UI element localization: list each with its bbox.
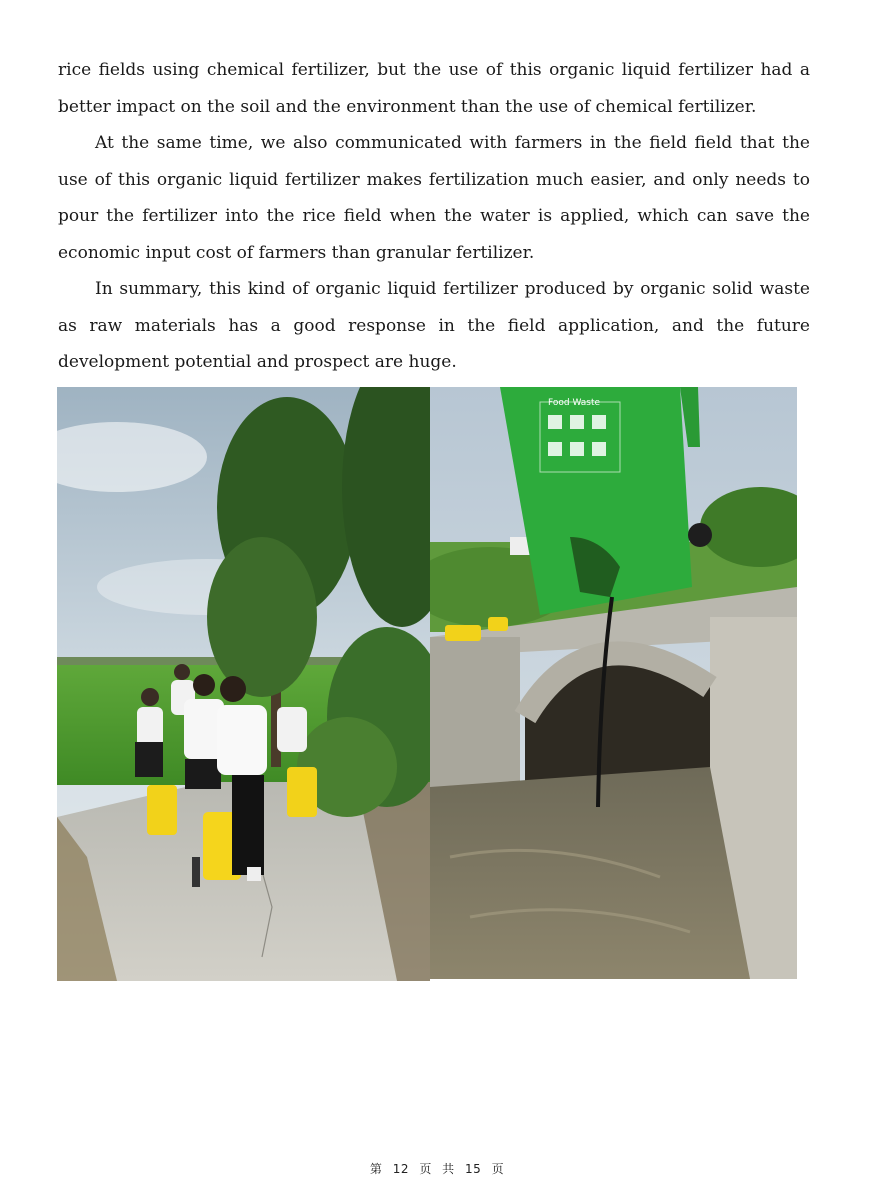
footer-total-pages: 15 bbox=[465, 1162, 482, 1176]
photo-pouring-fertilizer-canal bbox=[430, 387, 797, 979]
body-text bbox=[58, 52, 810, 381]
page-footer bbox=[0, 1160, 874, 1177]
paragraph-1: rice fields using chemical fertilizer, but the use of this organic liquid fertilizer had a better impact on the soil and the environment than the use of chemical fertilizer. bbox=[58, 60, 810, 117]
footer-total-word: 共 bbox=[442, 1162, 455, 1176]
footer-suffix: 页 bbox=[491, 1162, 505, 1176]
paragraph-3: In summary, this kind of organic liquid fertilizer produced by organic solid waste as raw materials has a good response in the field application, and the future development potential and prospect are huge. bbox=[58, 279, 810, 372]
footer-current-page: 12 bbox=[392, 1162, 409, 1176]
footer-page-word: 页 bbox=[419, 1162, 432, 1176]
photo-students-carrying-fertilizer bbox=[57, 387, 430, 981]
photo-collage bbox=[57, 387, 797, 981]
paragraph-2: At the same time, we also communicated with farmers in the field field that the use of this organic liquid fertilizer makes fertilization much easier, and only needs to pour the fertilizer into the rice field when the water is applied, which can save the economic input cost of farmers than granular fertilizer. bbox=[58, 133, 810, 263]
bin-label: Food Waste bbox=[548, 398, 601, 408]
footer-prefix: 第 bbox=[369, 1162, 383, 1176]
